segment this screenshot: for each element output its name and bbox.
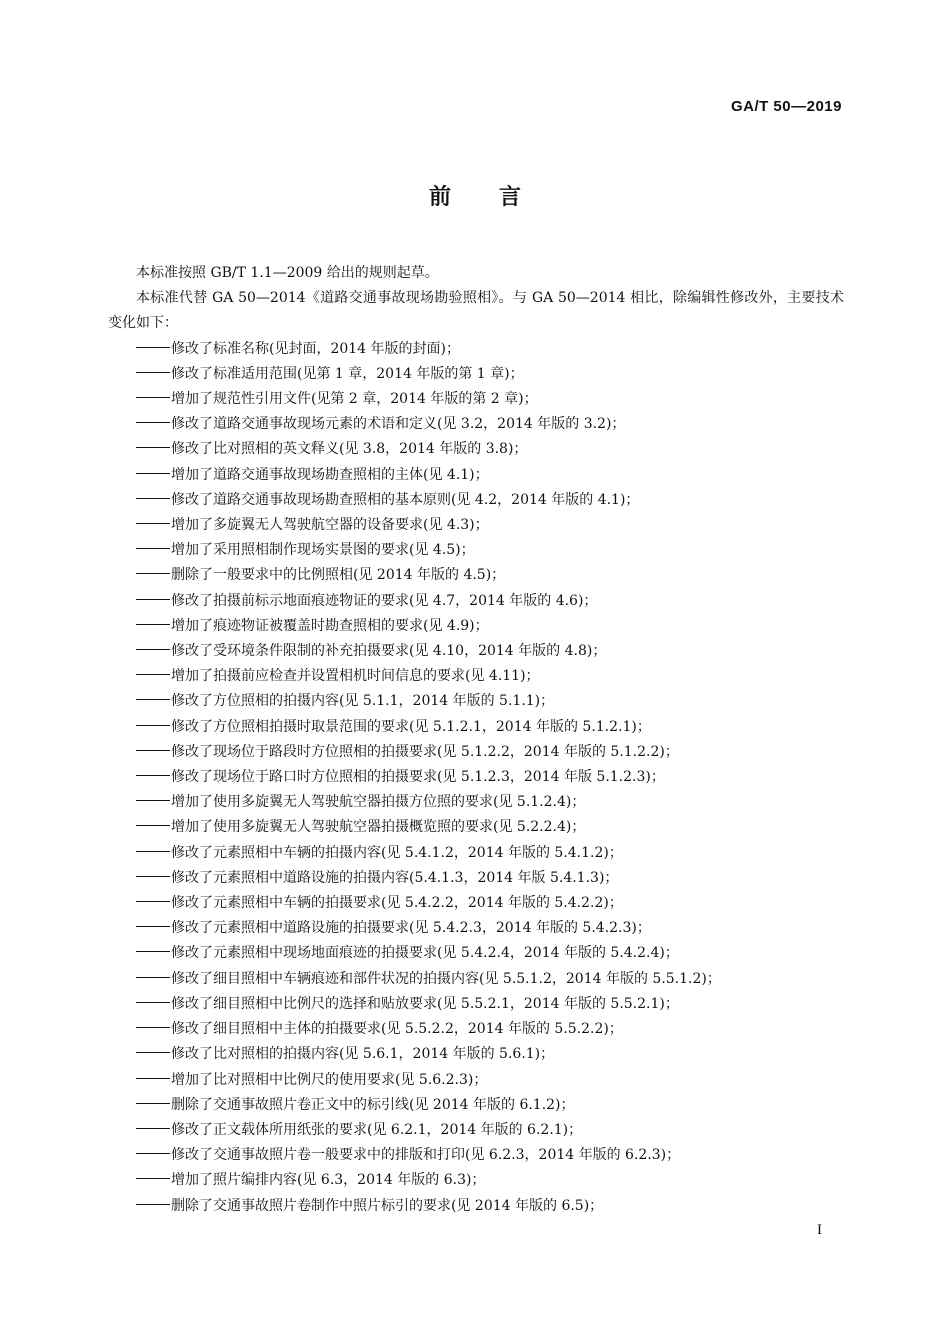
change-item [108,664,844,689]
em-dash-marker [136,750,170,751]
change-item [108,513,844,538]
change-text: 增加了使用多旋翼无人驾驶航空器拍摄方位照的要求(见 5.1.2.4)； [171,794,586,811]
em-dash-marker [136,674,170,675]
change-text: 修改了元素照相中现场地面痕迹的拍摄要求(见 5.4.2.4，2014 年版的 5.4.2.4)； [171,945,679,962]
change-item [108,765,844,790]
change-item [108,1042,844,1067]
change-text: 修改了元素照相中车辆的拍摄要求(见 5.4.2.2，2014 年版的 5.4.2.2)； [171,895,623,912]
em-dash-marker [136,649,170,650]
em-dash-marker [136,624,170,625]
em-dash-marker [136,775,170,776]
change-text: 修改了比对照相的拍摄内容(见 5.6.1，2014 年版的 5.6.1)； [171,1046,555,1063]
em-dash-marker [136,926,170,927]
change-item [108,412,844,437]
change-item [108,463,844,488]
change-item [108,841,844,866]
change-item [108,891,844,916]
standard-code: GA/T 50—2019 [730,98,842,115]
change-text: 增加了多旋翼无人驾驶航空器的设备要求(见 4.3)； [171,517,489,534]
technical-changes-list [108,337,844,1219]
change-text: 修改了比对照相的英文释义(见 3.8，2014 年版的 3.8)； [171,441,528,458]
em-dash-marker [136,800,170,801]
change-item [108,1068,844,1093]
change-text: 删除了交通事故照片卷正文中的标引线(见 2014 年版的 6.1.2)； [171,1096,575,1113]
change-text: 修改了现场位于路段时方位照相的拍摄要求(见 5.1.2.2，2014 年版的 5.1.2.2)； [171,743,679,760]
change-text: 增加了拍摄前应检查并设置相机时间信息的要求(见 4.11)； [171,668,540,685]
em-dash-marker [136,1002,170,1003]
em-dash-marker [136,523,170,524]
change-text: 增加了痕迹物证被覆盖时勘查照相的要求(见 4.9)； [171,617,489,634]
change-item [108,1118,844,1143]
em-dash-marker [136,851,170,852]
change-item [108,967,844,992]
em-dash-marker [136,825,170,826]
change-text: 修改了拍摄前标示地面痕迹物证的要求(见 4.7，2014 年版的 4.6)； [171,592,598,609]
change-item [108,488,844,513]
change-text: 修改了细目照相中比例尺的选择和贴放要求(见 5.5.2.1，2014 年版的 5.5.2.1)； [171,995,679,1012]
change-item [108,815,844,840]
change-text: 删除了交通事故照片卷制作中照片标引的要求(见 2014 年版的 6.5)； [171,1197,604,1214]
em-dash-marker [136,473,170,474]
change-item [108,1093,844,1118]
em-dash-marker [136,699,170,700]
change-item [108,437,844,462]
em-dash-marker [136,951,170,952]
change-text: 修改了元素照相中车辆的拍摄内容(见 5.4.1.2，2014 年版的 5.4.1.2)； [171,844,623,861]
change-text: 修改了道路交通事故现场元素的术语和定义(见 3.2，2014 年版的 3.2)； [171,416,626,433]
change-item [108,1017,844,1042]
change-text: 修改了现场位于路口时方位照相的拍摄要求(见 5.1.2.3，2014 年版 5.1.2.3)； [171,769,665,786]
paragraph-replacement-note: 本标准代替 GA 50—2014《道路交通事故现场勘验照相》。与 GA 50—2014 相比，除编辑性修改外，主要技术变化如下： [108,290,844,332]
change-item [108,387,844,412]
change-item [108,614,844,639]
page-number: I [817,1222,822,1238]
change-text: 增加了道路交通事故现场勘查照相的主体(见 4.1)； [171,466,489,483]
em-dash-marker [136,725,170,726]
change-item [108,689,844,714]
change-text: 修改了方位照相拍摄时取景范围的要求(见 5.1.2.1，2014 年版的 5.1.2.1)； [171,718,651,735]
change-text: 增加了照片编排内容(见 6.3，2014 年版的 6.3)； [171,1172,486,1189]
change-text: 修改了元素照相中道路设施的拍摄内容(5.4.1.3，2014 年版 5.4.1.3)； [171,869,619,886]
change-item [108,1194,844,1219]
em-dash-marker [136,1204,170,1205]
change-text: 删除了一般要求中的比例照相(见 2014 年版的 4.5)； [171,567,506,584]
em-dash-marker [136,1178,170,1179]
change-item [108,941,844,966]
page-title: 前言 [428,185,569,210]
change-item [108,563,844,588]
em-dash-marker [136,347,170,348]
paragraph-drafting-rules: 本标准按照 GB/T 1.1—2009 给出的规则起草。 [136,265,439,281]
change-item [108,639,844,664]
change-item [108,790,844,815]
em-dash-marker [136,1027,170,1028]
em-dash-marker [136,372,170,373]
change-text: 修改了元素照相中道路设施的拍摄要求(见 5.4.2.3，2014 年版的 5.4.2.3)； [171,920,651,937]
change-text: 增加了比对照相中比例尺的使用要求(见 5.6.2.3)； [171,1071,488,1088]
change-text: 修改了细目照相中车辆痕迹和部件状况的拍摄内容(见 5.5.1.2，2014 年版的 5.5.1.2)； [171,970,721,987]
change-text: 增加了规范性引用文件(见第 2 章，2014 年版的第 2 章)； [171,391,538,408]
change-text: 增加了使用多旋翼无人驾驶航空器拍摄概览照的要求(见 5.2.2.4)； [171,819,586,836]
em-dash-marker [136,397,170,398]
em-dash-marker [136,901,170,902]
change-item [108,916,844,941]
em-dash-marker [136,599,170,600]
em-dash-marker [136,573,170,574]
change-item [108,337,844,362]
change-text: 修改了正文载体所用纸张的要求(见 6.2.1，2014 年版的 6.2.1)； [171,1121,583,1138]
em-dash-marker [136,1103,170,1104]
em-dash-marker [136,1153,170,1154]
em-dash-marker [136,422,170,423]
change-item [108,538,844,563]
em-dash-marker [136,876,170,877]
foreword-body [108,261,844,1219]
change-item [108,1168,844,1193]
em-dash-marker [136,548,170,549]
change-item [108,866,844,891]
change-text: 修改了标准适用范围(见第 1 章，2014 年版的第 1 章)； [171,365,524,382]
change-text: 修改了道路交通事故现场勘查照相的基本原则(见 4.2，2014 年版的 4.1)； [171,491,640,508]
change-text: 修改了细目照相中主体的拍摄要求(见 5.5.2.2，2014 年版的 5.5.2.2)； [171,1021,623,1038]
change-item [108,1143,844,1168]
change-text: 修改了交通事故照片卷一般要求中的排版和打印(见 6.2.3，2014 年版的 6.2.3)； [171,1147,681,1164]
change-text: 修改了受环境条件限制的补充拍摄要求(见 4.10，2014 年版的 4.8)； [171,643,607,660]
em-dash-marker [136,977,170,978]
em-dash-marker [136,1078,170,1079]
change-item [108,362,844,387]
change-item [108,715,844,740]
change-item [108,589,844,614]
em-dash-marker [136,1128,170,1129]
change-text: 修改了标准名称(见封面，2014 年版的封面)； [171,340,461,357]
change-text: 修改了方位照相的拍摄内容(见 5.1.1，2014 年版的 5.1.1)； [171,693,555,710]
em-dash-marker [136,498,170,499]
change-text: 增加了采用照相制作现场实景图的要求(见 4.5)； [171,542,475,559]
change-item [108,740,844,765]
em-dash-marker [136,1052,170,1053]
em-dash-marker [136,447,170,448]
change-item [108,992,844,1017]
